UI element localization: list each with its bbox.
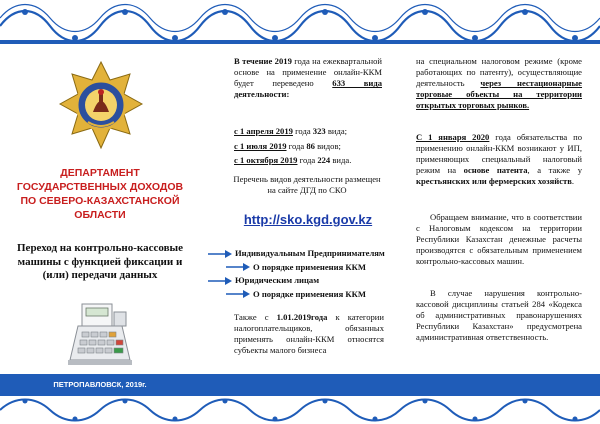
intro-paragraph bbox=[234, 56, 382, 100]
arrow-item-procedure-2: О порядке применения ККМ bbox=[208, 288, 398, 302]
audience-arrows bbox=[208, 247, 398, 301]
arrow-right-icon bbox=[208, 250, 232, 258]
department-title: ДЕПАРТАМЕНТ ГОСУДАРСТВЕННЫХ ДОХОДОВ ПО СЕВЕРО-КАЗАХСТАНСКОЙ ОБЛАСТИ bbox=[16, 167, 184, 221]
date-row-october: с 1 октября 2019 года 224 вида. bbox=[234, 155, 352, 165]
ornament-pattern bbox=[0, 0, 600, 52]
top-ornament-border bbox=[0, 0, 600, 52]
arrow-item-individual: Индивидуальным Предпринимателям bbox=[208, 247, 398, 261]
arrow-item-legal: Юридическим лицам bbox=[208, 274, 398, 288]
dates-list bbox=[234, 124, 384, 168]
small-business-paragraph: Также с 1.01.2019года к категории налогоплательщиков, обязанных применять онлайн-ККМ относятся субъекты малого бизнеса bbox=[234, 312, 385, 355]
intro-period: В течение 2019 bbox=[234, 56, 292, 66]
arrow-right-icon bbox=[226, 290, 250, 298]
january-2020-paragraph: С 1 января 2020 года обязательства по применению онлайн-ККМ возникают у ИП, применяющих специальный налоговый режим на основе патента, а также у крестьянских или фермерских хозяйств. bbox=[416, 132, 582, 186]
arrow-item-procedure-1: О порядке применения ККМ bbox=[208, 261, 398, 275]
attention-paragraph: Обращаем внимание, что в соответствии с Налоговым кодексом на территории Республики Казахстан денежные расчеты производятся с обязательным применением контрольно-кассовых машин. bbox=[416, 212, 582, 266]
intro-activities: деятельности: bbox=[234, 89, 290, 99]
bottom-ornament-border bbox=[0, 396, 600, 424]
ornament-pattern-bottom bbox=[0, 396, 600, 424]
website-link[interactable]: http://sko.kgd.gov.kz bbox=[243, 212, 373, 227]
intro-text: года на ежеквартальной основе на применение онлайн-ККМ будет переведено bbox=[234, 56, 382, 88]
special-regime-paragraph: на специальном налоговом режиме (кроме работающих по патенту), осуществляющие деятельность через нестационарные торговые объекты на территории открытых торговых рынков. bbox=[416, 56, 583, 110]
activity-list-note: Перечень видов деятельности размещен на сайте ДГД по СКО bbox=[233, 174, 381, 195]
arrow-right-icon bbox=[226, 263, 250, 271]
footer-city-year: ПЕТРОПАВЛОВСК, 2019г. bbox=[53, 380, 147, 389]
date-row-july: с 1 июля 2019 года 86 видов; bbox=[234, 140, 341, 151]
brochure-subtitle: Переход на контрольно-кассовые машины с функцией фиксации и (или) передачи данных bbox=[17, 242, 183, 281]
cash-register-icon bbox=[64, 298, 136, 368]
tax-emblem-icon bbox=[58, 60, 144, 152]
violation-paragraph: В случае нарушения контрольно-кассовой дисциплины статьей 284 «Кодекса об административных правонарушениях Республики Казахстан» предусмотрена административная ответственность. bbox=[416, 288, 582, 342]
date-row-april: с 1 апреля 2019 года 323 вида; bbox=[234, 126, 348, 136]
arrow-right-icon bbox=[208, 277, 232, 285]
intro-count: 633 вида bbox=[332, 78, 382, 88]
